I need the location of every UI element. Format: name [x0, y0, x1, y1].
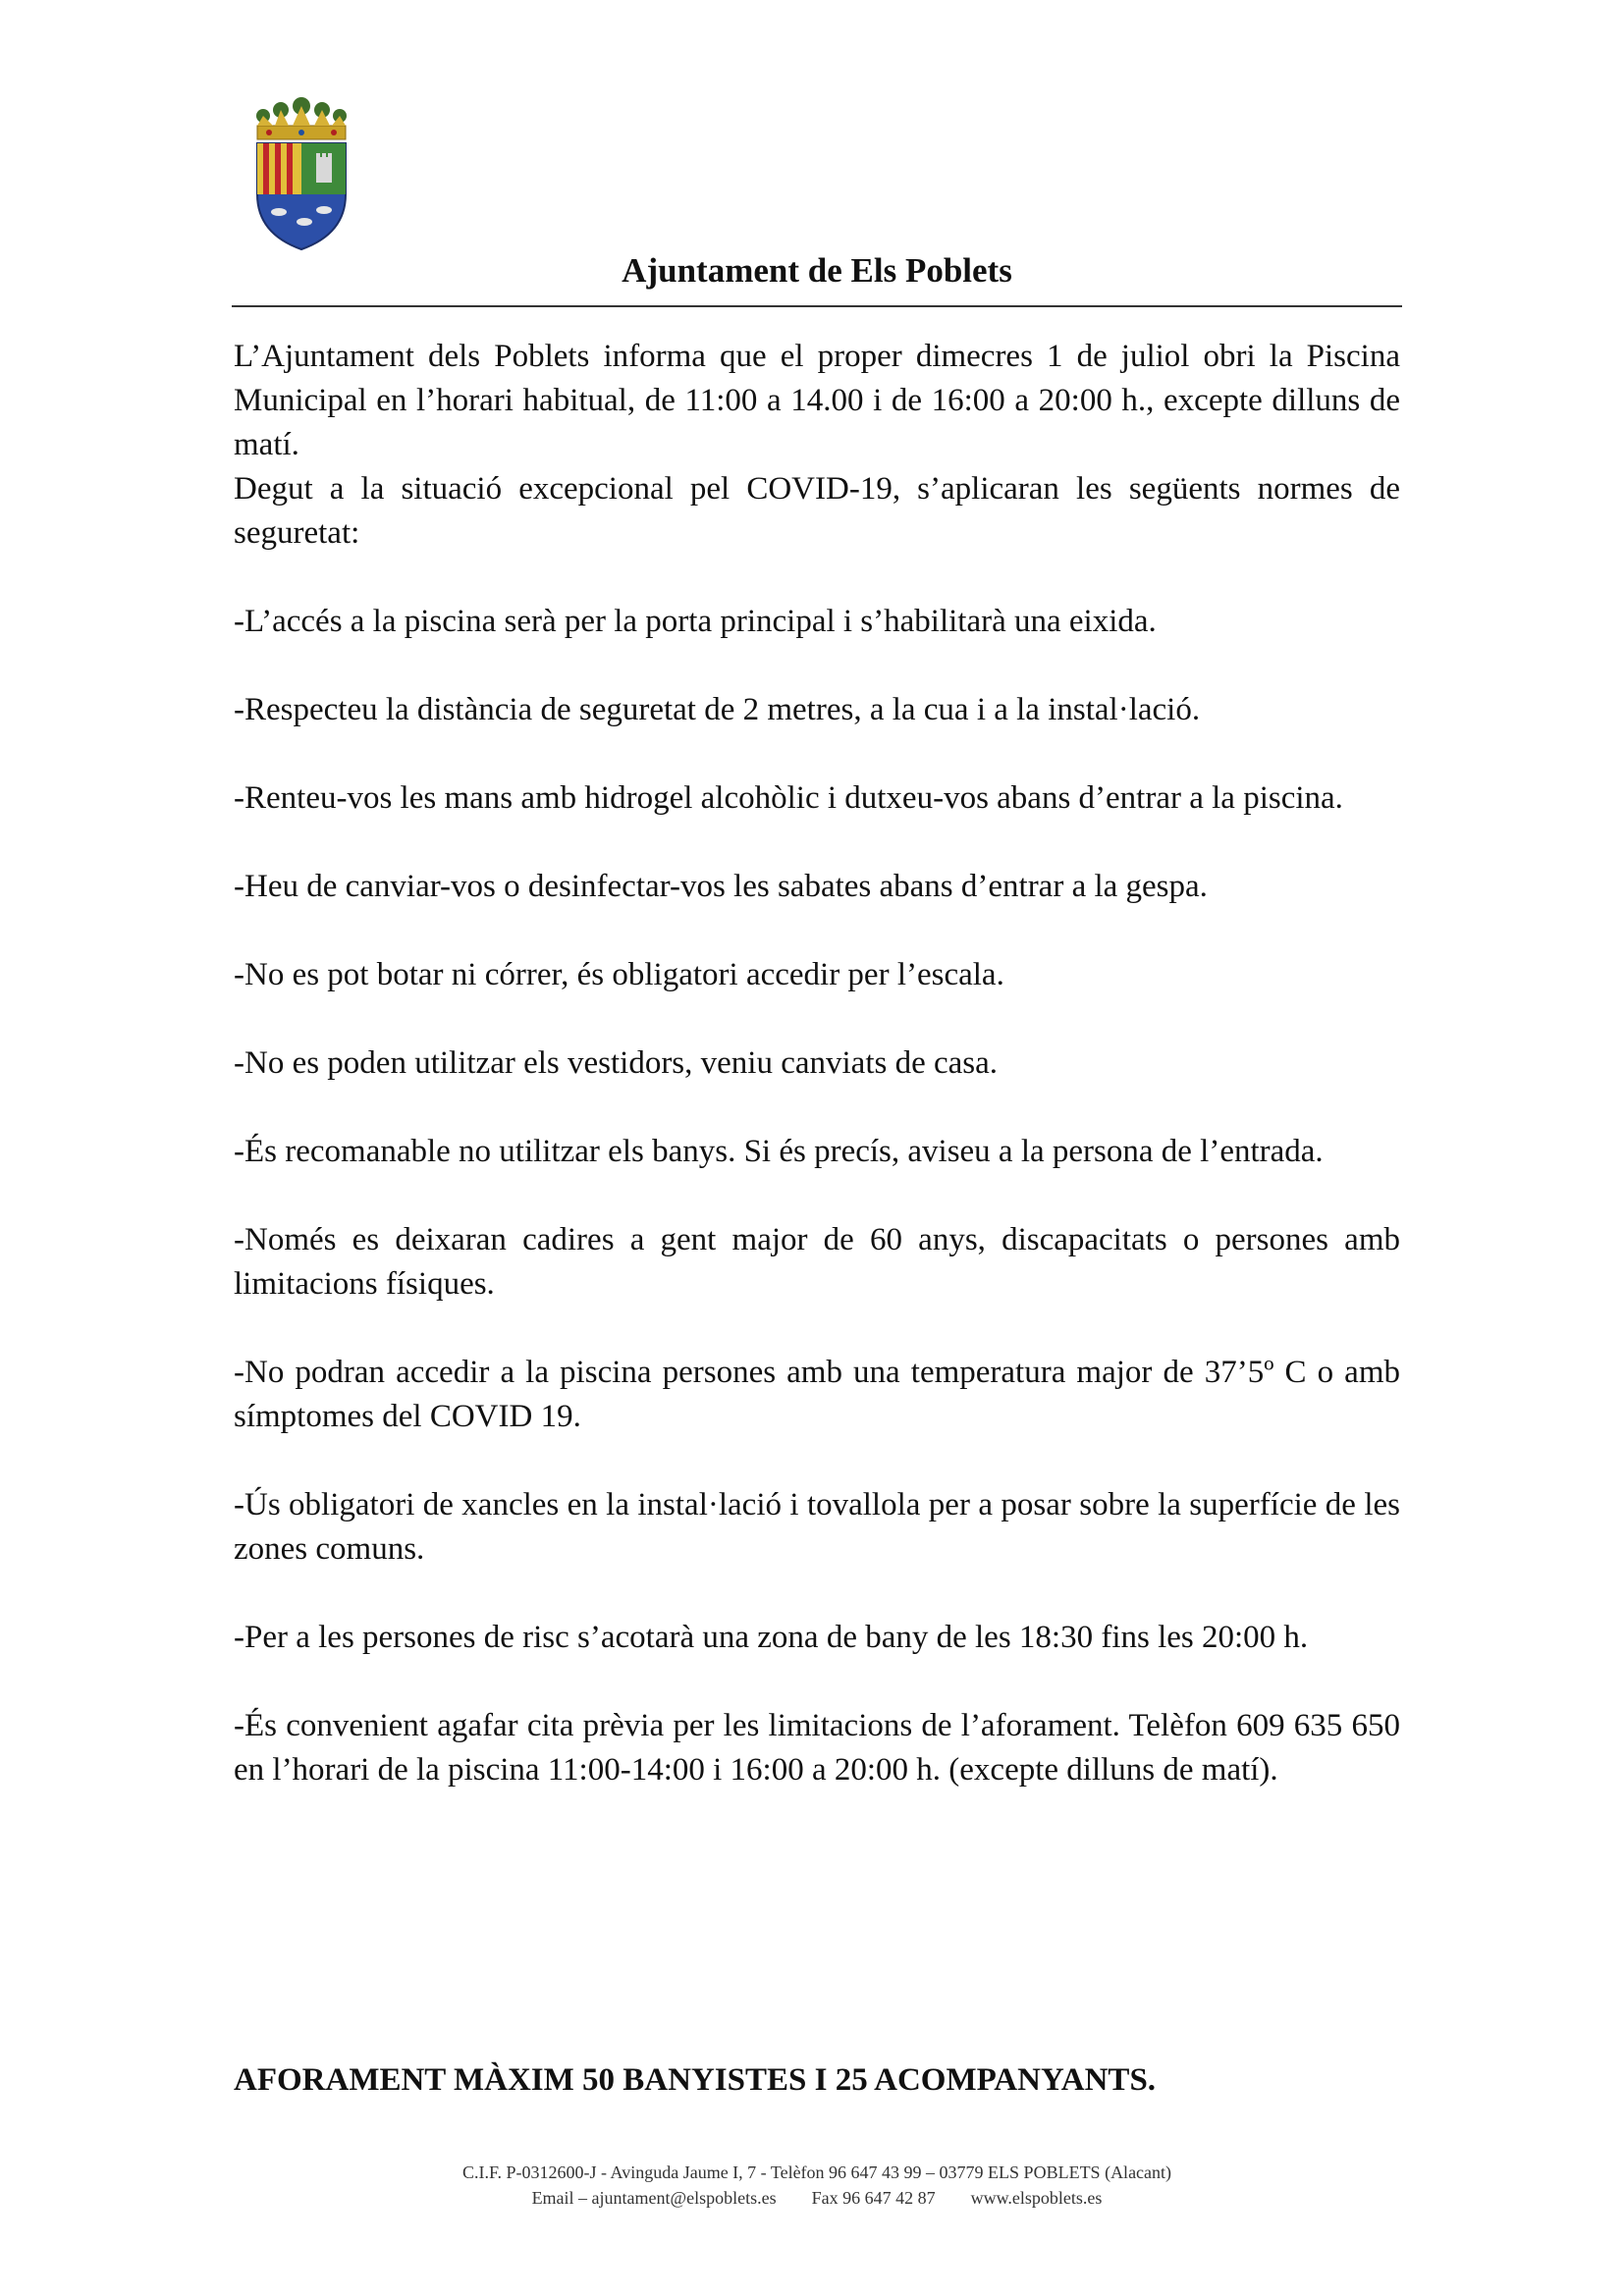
footer-address-line: C.I.F. P-0312600-J - Avinguda Jaume I, 7 - Telèfon 96 647 43 99 – 03779 ELS POBLETS (Alacant)	[461, 2163, 1172, 2182]
rule-item: -No podran accedir a la piscina persones amb una temperatura major de 37’5º C o amb símptomes del COVID 19.	[234, 1355, 1400, 1434]
rule-item: -L’accés a la piscina serà per la porta principal i s’habilitarà una eixida.	[234, 604, 1157, 639]
shield-icon	[257, 143, 346, 249]
rule-item: -Respecteu la distància de seguretat de 2 metres, a la cua i a la instal·lació.	[234, 692, 1201, 727]
coat-of-arms-icon	[247, 96, 355, 253]
rule-item: -Només es deixaran cadires a gent major de 60 anys, discapacitats o persones amb limitacions físiques.	[234, 1222, 1400, 1302]
footer-contact-line	[232, 2185, 1402, 2211]
rule-item: -No es pot botar ni córrer, és obligatori accedir per l’escala.	[234, 957, 1004, 992]
intro-paragraph: L’Ajuntament dels Poblets informa que el proper dimecres 1 de juliol obri la Piscina Municipal en l’horari habitual, de 11:00 a 14.00 i de 16:00 a 20:00 h., excepte dilluns de matí.	[234, 339, 1400, 462]
organization-title: Ajuntament de Els Poblets	[622, 251, 1012, 290]
footer-website: www.elspoblets.es	[970, 2188, 1103, 2208]
rule-item: -Per a les persones de risc s’acotarà una zona de bany de les 18:30 fins les 20:00 h.	[234, 1620, 1309, 1655]
footer-email: Email – ajuntament@elspoblets.es	[531, 2188, 777, 2208]
rule-item: -Renteu-vos les mans amb hidrogel alcohòlic i dutxeu-vos abans d’entrar a la piscina.	[234, 780, 1343, 816]
capacity-notice: AFORAMENT MÀXIM 50 BANYISTES I 25 ACOMPANYANTS.	[234, 2062, 1157, 2098]
footer-contact	[232, 2160, 1402, 2211]
rule-item: -Ús obligatori de xancles en la instal·lació i tovallola per a posar sobre la superfície de les zones comuns.	[234, 1487, 1400, 1567]
rule-item: -És recomanable no utilitzar els banys. Si és precís, aviseu a la persona de l’entrada.	[234, 1134, 1324, 1169]
footer-fax: Fax 96 647 42 87	[811, 2188, 936, 2208]
crown-icon	[256, 97, 347, 139]
rule-item: -És convenient agafar cita prèvia per les limitacions de l’aforament. Telèfon 609 635 650 en l’horari de la piscina 11:00-14:00 i 16:00 a 20:00 h. (excepte dilluns de matí).	[234, 1708, 1400, 1788]
intro-paragraph: Degut a la situació excepcional pel COVID-19, s’aplicaran les següents normes de seguretat:	[234, 471, 1400, 551]
notice-body	[234, 335, 1400, 1792]
rule-item: -No es poden utilitzar els vestidors, veniu canviats de casa.	[234, 1045, 999, 1081]
rule-item: -Heu de canviar-vos o desinfectar-vos les sabates abans d’entrar a la gespa.	[234, 869, 1208, 904]
header-divider	[232, 305, 1402, 307]
